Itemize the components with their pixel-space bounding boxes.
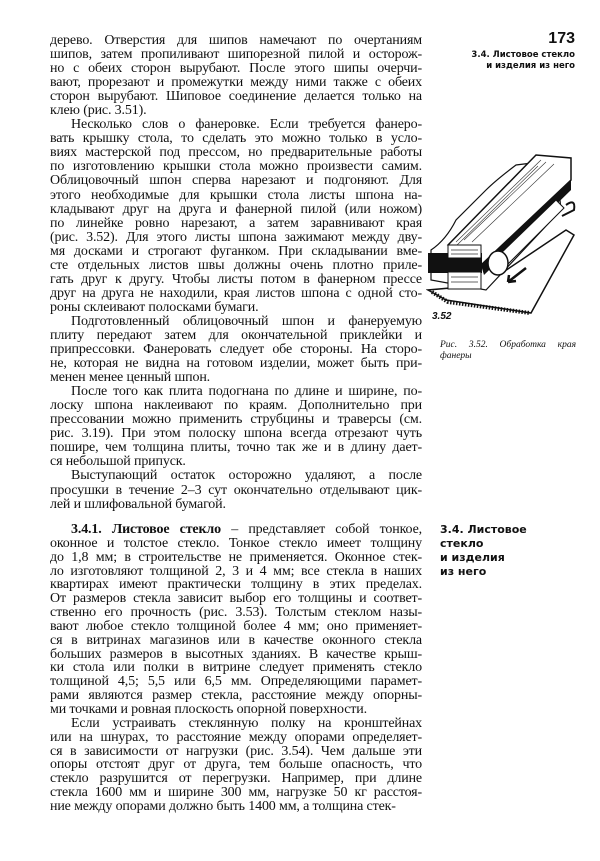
text-line: От размеров стекла зависит выбор его толщины и соответ- <box>50 591 422 607</box>
text-line: вают любое стекло толщиной более 4 мм; оно применяет- <box>50 618 422 634</box>
figure-caption <box>440 340 576 362</box>
text-line: ло изготовляют толщиной 2, 3 и 4 мм; все стекла в наших <box>50 563 422 579</box>
section-3-4-1-text <box>50 523 422 814</box>
text-line: опоры отстоят друг от друга, тем больше опасность, что <box>50 757 422 773</box>
body-text-column <box>50 34 422 512</box>
text-line: припрессовки. Фанеровать следует обе стороны. На сторо- <box>50 342 422 358</box>
text-line: но с обеих сторон вырубают. После этого шипы очерчи- <box>50 61 422 77</box>
text-line: ственно его прочность (рис. 3.53). Толстым стеклом назы- <box>50 605 422 621</box>
text-line: до 1,8 мм; в строительстве не применяется. Оконное стек- <box>50 549 422 565</box>
text-line: ки стола или полки в витрине следует применять стекло <box>50 660 422 676</box>
text-line: гать друг к другу. Чтобы листы потом в фанерном прессе <box>50 271 422 287</box>
text-line: друг на друга не находили, края листов шпона с одной сто- <box>50 285 422 301</box>
text-line: ся в зависимости от нагрузки (рис. 3.54). Чем дальше эти <box>50 743 422 759</box>
page-number: 173 <box>548 30 575 47</box>
text-line <box>50 523 422 537</box>
side-heading-line: из него <box>440 565 487 578</box>
text-line: толщиной 4,5; 5,5 или 6,5 мм. Определяющими парамет- <box>50 674 422 690</box>
caption-line: Рис. 3.52. Обработка края <box>440 340 576 350</box>
text-line: прессовании можно применить струбцины и траверсы (см. <box>50 412 422 428</box>
running-header-line: 3.4. Листовое стекло <box>471 50 575 60</box>
side-heading-line: стекло <box>440 537 484 550</box>
text-line: сторон вырубают. Шиповое соединение делается только на <box>50 89 422 105</box>
text-line: пошире, чем толщина плиты, точно так же и в длину дает- <box>50 440 422 456</box>
figure-3-52-veneer-edge-planing <box>426 150 578 315</box>
side-heading-line: и изделия <box>440 551 505 564</box>
text-line: по изготовлению крышки стола можно произвести самим. <box>50 159 422 175</box>
text-line: рами являются размер стекла, расстояние между опорны- <box>50 688 422 704</box>
text-line: или на шнурах, то расстояние между опорами определяет- <box>50 729 422 745</box>
text-line: лей и шлифовальной бумагой. <box>50 496 226 512</box>
side-heading-line: 3.4. Листовое <box>440 523 527 536</box>
text-line: лоску шпона наклеивают по краям. Дополнительно при <box>50 398 422 414</box>
text-line: оконное и толстое стекло. Тонкое стекло имеет толщину <box>50 535 422 551</box>
text-line: стекла 1600 мм и ширине 300 мм, нагрузке 50 кг расстоя- <box>50 785 422 801</box>
text-line: роны склеивают полосками бумаги. <box>50 299 259 315</box>
text-line: сте отдельных листов швы должны очень плотно приле- <box>50 257 422 273</box>
text-line: по линейке ровно нарезают, а затем заравнивают края <box>50 215 422 231</box>
text-line: мя досками и строгают фуганком. При складывании вме- <box>50 243 422 259</box>
text-line: квартирах имеют практически толщину в этих пределах. <box>50 577 422 593</box>
side-section-heading <box>440 523 527 579</box>
text-line: Несколько слов о фанеровке. Если требуется фанеро- <box>71 117 422 133</box>
text-line: ние между опорами должно быть 1400 мм, а толщина стек- <box>50 798 396 814</box>
text-line: больших размеров в высотных зданиях. В качестве крыш- <box>50 646 422 662</box>
running-header <box>471 50 575 71</box>
text-line: ми точками и ровная плоскость опорной поверхности. <box>50 701 367 717</box>
text-line: плиту передают затем для окончательной приклейки и <box>50 327 422 343</box>
text-line: ся небольшой припуск. <box>50 454 186 470</box>
running-header-line: и изделия из него <box>486 60 575 71</box>
caption-line: фанеры <box>440 351 472 361</box>
text-line: клею (рис. 3.51). <box>50 103 147 119</box>
text-line: виях мастерской под прессом, но предварительные работы <box>50 145 422 161</box>
text-line: стекло разрушится от перегрузки. Например, при длине <box>50 771 422 787</box>
text-line: не, которая не видна на готовом изделии, может быть при- <box>50 356 422 372</box>
text-line: шипов, затем пропиливают шипорезной пилой и осторож- <box>50 47 422 63</box>
subsection-title: 3.4.1. Листовое стекло <box>71 522 221 537</box>
text-line: После того как плита подогнана по длине и ширине, по- <box>71 384 422 400</box>
text-line: рис. 3.19). При этом полоску шпона всегда отрезают чуть <box>50 426 422 442</box>
text-line: дерево. Отверстия для шипов намечают по очертаниям <box>50 33 422 48</box>
text-line: менен менее ценный шпон. <box>50 370 211 386</box>
text-line: ся в витринах магазинов или в качестве оконного стекла <box>50 632 422 648</box>
text-line: этого необходимые для крышки стола листы шпона на- <box>50 187 422 203</box>
text-line: Если устраивать стеклянную полку на кронштейнах <box>71 715 422 731</box>
text-line: (рис. 3.52). Для этого листы шпона зажимают между дву- <box>50 229 422 245</box>
text-line: Выступающий остаток осторожно удаляют, а после <box>71 468 422 484</box>
text-line: Облицовочный шпон сперва нарезают и подгоняют. Для <box>50 173 422 189</box>
text-line: Подготовленный облицовочный шпон и фанеруемую <box>71 313 422 329</box>
figure-label: 3.52 <box>432 311 452 322</box>
text-line: вать крышку стола, то сделать это можно только в усло- <box>50 131 422 147</box>
text-line: вают, прорезают и промежутки между ними также с обеих <box>50 75 422 91</box>
text-line: просушки в течение 2–3 сут окончательно отделывают цик- <box>50 482 422 498</box>
text-line: кладывают друг на друга и фанерной пилой (или ножом) <box>50 201 422 217</box>
text-run: – представляет собой тонкое, <box>220 522 422 537</box>
